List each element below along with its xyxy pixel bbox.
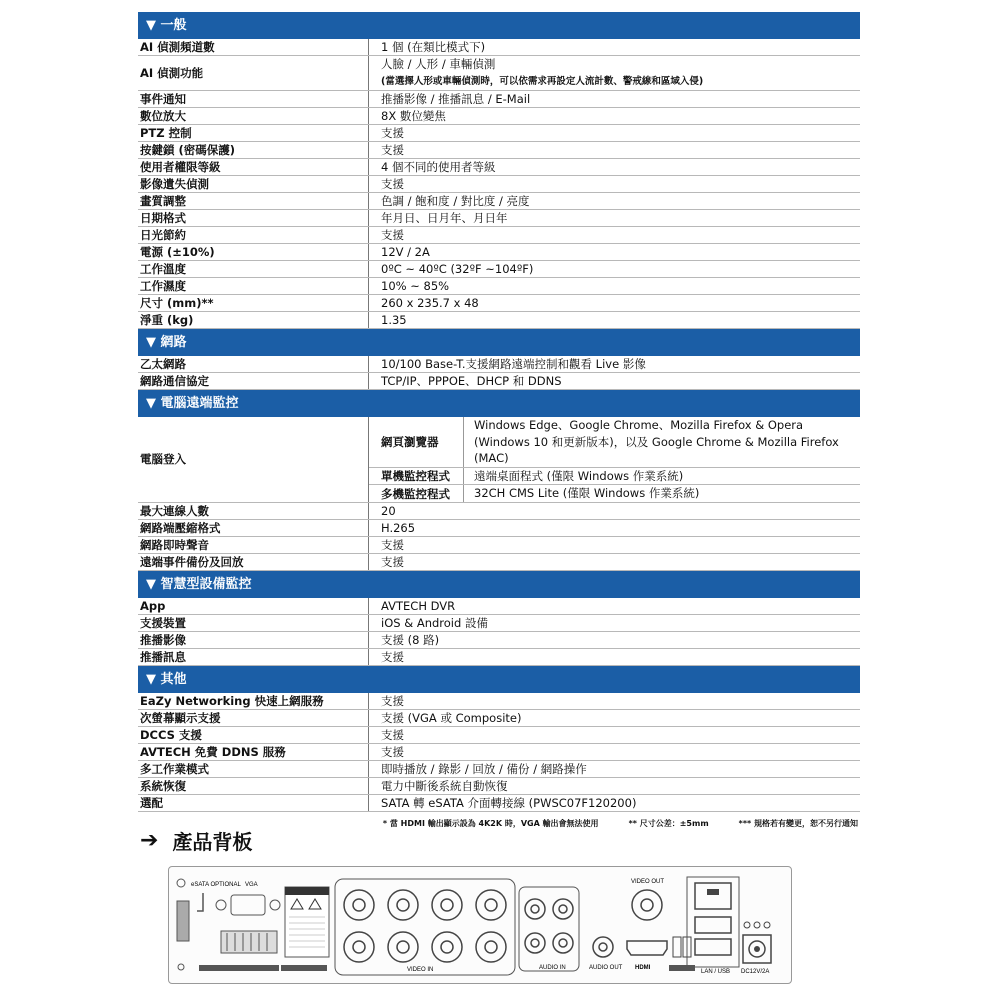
lan-usb-label: LAN / USB xyxy=(701,969,731,975)
spec-key: 日期格式 xyxy=(140,211,186,225)
audio-out-label: AUDIO OUT xyxy=(589,965,623,971)
spec-row xyxy=(138,598,860,615)
usb-port-2 xyxy=(695,939,731,955)
section-header: ▼ 電腦遠端監控 xyxy=(138,390,860,417)
pc-login-block xyxy=(138,417,860,503)
spec-row xyxy=(138,778,860,795)
audio-in-label: AUDIO IN xyxy=(539,965,566,971)
hdmi-label: HDMI xyxy=(635,965,651,971)
spec-row xyxy=(138,39,860,56)
spec-row xyxy=(138,108,860,125)
spec-value-text: AVTECH DVR xyxy=(381,598,456,613)
spec-subkey: 單機監控程式 xyxy=(381,469,450,484)
spec-subvalue-line: (MAC) xyxy=(474,451,509,466)
spec-row xyxy=(138,554,860,571)
spec-value-text: 支援 xyxy=(381,177,404,191)
spec-value xyxy=(368,373,860,389)
spec-key: 影像遺失偵測 xyxy=(140,177,209,191)
spec-key: 網路即時聲音 xyxy=(140,537,209,552)
video-in-panel xyxy=(335,879,515,975)
spec-row xyxy=(138,227,860,244)
spec-row xyxy=(138,503,860,520)
spec-value-text: 電力中斷後系統自動恢復 xyxy=(381,778,508,793)
spec-value xyxy=(368,244,860,260)
spec-value xyxy=(368,227,860,243)
spec-value-text: 推播影像 / 推播訊息 / E-Mail xyxy=(381,92,531,106)
spec-key: 推播影像 xyxy=(140,632,186,647)
arrow-right-icon: ➔ xyxy=(140,828,159,853)
rear-panel-illustration xyxy=(168,866,792,984)
section-header: ▼ 網路 xyxy=(138,329,860,356)
spec-key: 網路端壓縮格式 xyxy=(140,520,221,535)
spec-key: 多工作業模式 xyxy=(140,761,209,776)
hdmi-port xyxy=(627,941,667,955)
spec-key: 數位放大 xyxy=(140,109,186,123)
spec-key: 推播訊息 xyxy=(140,649,186,664)
spec-value-text: 10% ~ 85% xyxy=(381,279,450,293)
spec-value xyxy=(368,598,860,614)
spec-key: AVTECH 免費 DDNS 服務 xyxy=(140,744,286,759)
esata-port xyxy=(177,901,189,941)
spec-subvalue-line: (Windows 10 和更新版本)，以及 Google Chrome & Mozilla Firefox xyxy=(474,434,839,449)
spec-subvalue-line: 32CH CMS Lite (僅限 Windows 作業系統) xyxy=(474,486,700,501)
spec-value xyxy=(368,503,860,519)
spec-subrow xyxy=(369,417,860,468)
spec-row xyxy=(138,727,860,744)
spec-value-text: 支援 xyxy=(381,744,404,759)
spec-value-text: 支援 xyxy=(381,727,404,742)
spec-value-text: 1 個 (在類比模式下) xyxy=(381,40,486,54)
spec-row xyxy=(138,244,860,261)
video-in-label: VIDEO IN xyxy=(407,967,434,973)
spec-key: PTZ 控制 xyxy=(140,126,192,140)
spec-value xyxy=(368,295,860,311)
spec-row xyxy=(138,142,860,159)
spec-subrow xyxy=(369,468,860,486)
spec-value-text: 支援 (VGA 或 Composite) xyxy=(381,710,522,725)
spec-value-text: 色調 / 飽和度 / 對比度 / 亮度 xyxy=(381,194,530,208)
terminal-block xyxy=(221,931,277,953)
spec-value-text: 支援 xyxy=(381,649,404,664)
spec-value xyxy=(368,108,860,124)
spec-value-text: H.265 xyxy=(381,520,416,535)
spec-value xyxy=(368,39,860,55)
spec-subrow xyxy=(369,485,860,502)
spec-row xyxy=(138,761,860,778)
spec-key: 工作濕度 xyxy=(140,279,186,293)
spec-value-text: 12V / 2A xyxy=(381,245,430,259)
lan-port xyxy=(695,883,731,909)
spec-value-text: 260 x 235.7 x 48 xyxy=(381,296,479,310)
footnote: * 當 HDMI 輸出顯示設為 4K2K 時，VGA 輸出會無法使用 xyxy=(382,818,599,828)
spec-row xyxy=(138,693,860,710)
spec-value xyxy=(368,56,860,90)
spec-value-text: 支援 xyxy=(381,537,404,552)
spec-key: 事件通知 xyxy=(140,92,186,106)
spec-key: 畫質調整 xyxy=(140,194,186,208)
spec-value-text: 20 xyxy=(381,503,396,518)
section-header: ▼ 一般 xyxy=(138,12,860,39)
spec-value xyxy=(368,520,860,536)
spec-value-text: 人臉 / 人形 / 車輛偵測 xyxy=(381,57,496,71)
spec-row xyxy=(138,744,860,761)
spec-value-text: 10/100 Base-T.支援網路遠端控制和觀看 Live 影像 xyxy=(381,357,646,371)
spec-value-text: 4 個不同的使用者等級 xyxy=(381,160,496,174)
rear-panel-drawing xyxy=(169,867,793,985)
spec-value xyxy=(368,761,860,777)
spec-subkey: 多機監控程式 xyxy=(381,486,450,501)
spec-row xyxy=(138,615,860,632)
spec-value-text: 支援 xyxy=(381,693,404,708)
spec-key: 次螢幕顯示支援 xyxy=(140,710,221,725)
spec-value xyxy=(368,744,860,760)
spec-value-text: 年月日、日月年、月日年 xyxy=(381,211,508,225)
spec-value-text: 支援 xyxy=(381,228,404,242)
spec-row xyxy=(138,649,860,666)
spec-value xyxy=(368,693,860,709)
warning-label xyxy=(285,887,329,957)
spec-row xyxy=(138,710,860,727)
footnote: ** 尺寸公差：±5mm xyxy=(628,818,709,828)
rear-panel-heading xyxy=(140,826,252,855)
spec-key: 尺寸 (mm)** xyxy=(140,296,214,310)
spec-row xyxy=(138,193,860,210)
spec-value xyxy=(368,537,860,553)
spec-row xyxy=(138,159,860,176)
spec-key: 支援裝置 xyxy=(140,615,186,630)
spec-value xyxy=(368,710,860,726)
spec-value xyxy=(368,125,860,141)
spec-key: 按鍵鎖 (密碼保護) xyxy=(140,143,236,157)
spec-key: 日光節約 xyxy=(140,228,186,242)
spec-value xyxy=(368,312,860,328)
spec-value xyxy=(368,159,860,175)
spec-value-text: TCP/IP、PPPOE、DHCP 和 DDNS xyxy=(381,374,562,388)
audio-in-panel xyxy=(519,887,579,971)
spec-value-text: 支援 (8 路) xyxy=(381,632,440,647)
spec-value xyxy=(368,261,860,277)
spec-key: 工作溫度 xyxy=(140,262,186,276)
spec-value-text: 支援 xyxy=(381,554,404,569)
spec-value xyxy=(368,356,860,372)
spec-value xyxy=(368,193,860,209)
spec-row xyxy=(138,795,860,812)
spec-value xyxy=(368,795,860,811)
spec-subvalue-line: Windows Edge、Google Chrome、Mozilla Firefox & Opera xyxy=(474,418,804,432)
spec-value-text: 1.35 xyxy=(381,313,407,327)
spec-key: 最大連線人數 xyxy=(140,503,209,518)
spec-table xyxy=(138,12,860,829)
spec-key: 系統恢復 xyxy=(140,778,186,793)
footnote: *** 規格若有變更，恕不另行通知 xyxy=(738,818,858,828)
spec-value xyxy=(368,649,860,665)
spec-key: 選配 xyxy=(140,795,163,810)
spec-value xyxy=(368,142,860,158)
spec-value xyxy=(368,727,860,743)
spec-subvalue-line: 遠端桌面程式 (僅限 Windows 作業系統) xyxy=(474,468,684,483)
power-label: DC12V/2A xyxy=(741,969,770,975)
spec-key: 網路通信協定 xyxy=(140,374,209,388)
spec-key: 電腦登入 xyxy=(140,452,186,467)
video-out-label: VIDEO OUT xyxy=(631,879,665,885)
spec-row xyxy=(138,278,860,295)
spec-value xyxy=(368,91,860,107)
spec-row xyxy=(138,373,860,390)
spec-value-text: 即時播放 / 錄影 / 回放 / 備份 / 網路操作 xyxy=(381,761,587,776)
esata-label: eSATA OPTIONAL xyxy=(191,882,241,888)
spec-value-text: 支援 xyxy=(381,143,404,157)
spec-key: 淨重 (kg) xyxy=(140,313,194,327)
spec-row xyxy=(138,125,860,142)
spec-key: AI 偵測功能 xyxy=(140,66,204,80)
spec-subkey: 網頁瀏覽器 xyxy=(381,434,439,449)
spec-value-note: (當選擇人形或車輛偵測時，可以依需求再設定人流計數、警戒線和區域入侵) xyxy=(381,76,704,87)
spec-value xyxy=(368,632,860,648)
spec-row xyxy=(138,56,860,91)
spec-row xyxy=(138,632,860,649)
spec-value-text: 支援 xyxy=(381,126,404,140)
spec-key: 使用者權限等級 xyxy=(140,160,221,174)
spec-row xyxy=(138,261,860,278)
spec-row xyxy=(138,520,860,537)
spec-value-text: SATA 轉 eSATA 介面轉接線 (PWSC07F120200) xyxy=(381,795,637,810)
spec-key: EaZy Networking 快速上網服務 xyxy=(140,693,324,708)
spec-row xyxy=(138,210,860,227)
spec-value xyxy=(368,176,860,192)
rear-panel-title: 產品背板 xyxy=(172,830,253,854)
spec-value-text: 8X 數位變焦 xyxy=(381,109,446,123)
spec-key: AI 偵測頻道數 xyxy=(140,40,215,54)
spec-row xyxy=(138,537,860,554)
spec-row xyxy=(138,356,860,373)
vga-port xyxy=(231,895,265,915)
spec-value xyxy=(368,210,860,226)
spec-key: 電源 (±10%) xyxy=(140,245,215,259)
spec-row xyxy=(138,91,860,108)
spec-row xyxy=(138,176,860,193)
spec-row xyxy=(138,295,860,312)
spec-value xyxy=(368,554,860,570)
section-header: ▼ 智慧型設備監控 xyxy=(138,571,860,598)
spec-row xyxy=(138,312,860,329)
spec-value xyxy=(368,615,860,631)
spec-key: 遠端事件備份及回放 xyxy=(140,554,244,569)
spec-value xyxy=(368,278,860,294)
usb-port-1 xyxy=(695,917,731,933)
spec-value-text: 0ºC ~ 40ºC (32ºF ~104ºF) xyxy=(381,262,534,276)
vga-label: VGA xyxy=(245,882,258,888)
section-header: ▼ 其他 xyxy=(138,666,860,693)
spec-key: App xyxy=(140,598,166,613)
spec-value-text: iOS & Android 設備 xyxy=(381,615,488,630)
spec-key: 乙太網路 xyxy=(140,357,186,371)
spec-value xyxy=(368,778,860,794)
spec-key: DCCS 支援 xyxy=(140,727,202,742)
